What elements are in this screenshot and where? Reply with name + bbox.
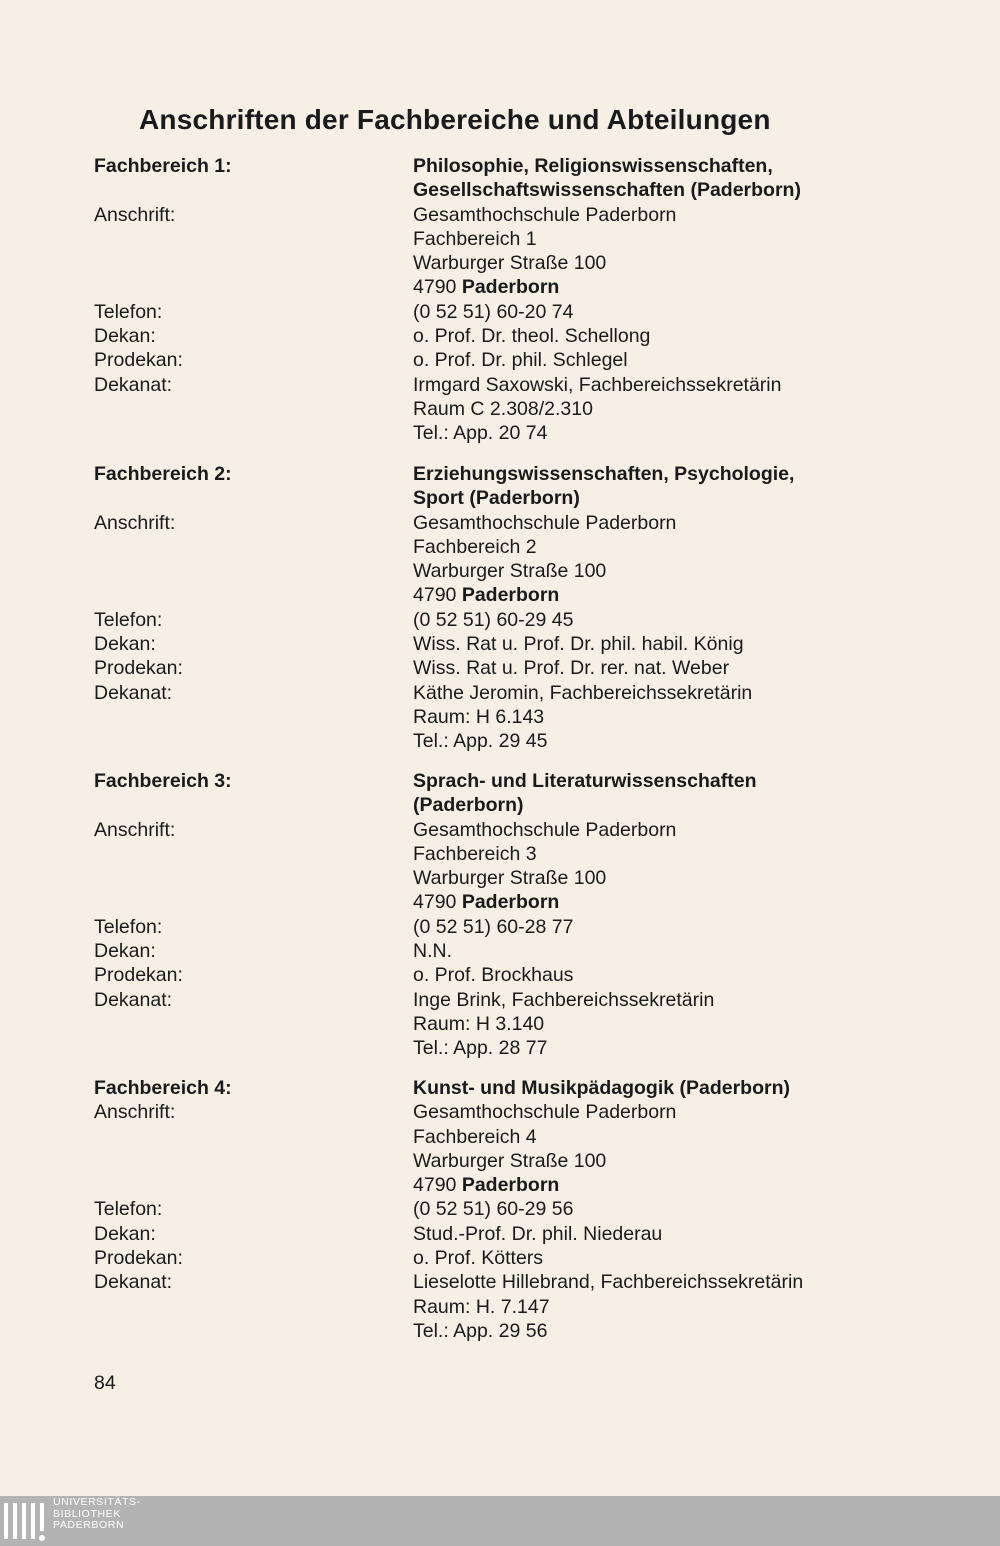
- postcode: 4790: [413, 891, 457, 914]
- address-city-line: [413, 583, 559, 607]
- office-line: Irmgard Saxowski, Fachbereichssekretärin: [413, 373, 782, 396]
- vice-dean-name: o. Prof. Brockhaus: [413, 964, 574, 987]
- page-title: Anschriften der Fachbereiche und Abteilungen: [139, 104, 771, 135]
- library-logo-icon: [2, 1499, 48, 1543]
- vice-dean-label: Prodekan:: [94, 1247, 183, 1270]
- office-line: Raum: H 3.140: [413, 1012, 545, 1035]
- dean-label: Dekan:: [94, 633, 156, 656]
- vice-dean-name: o. Prof. Kötters: [413, 1247, 544, 1270]
- address-label: Anschrift:: [94, 203, 176, 226]
- address-line: Gesamthochschule Paderborn: [413, 1101, 677, 1124]
- address-line: Gesamthochschule Paderborn: [413, 818, 677, 841]
- dean-name: Stud.-Prof. Dr. phil. Niederau: [413, 1222, 663, 1245]
- office-line: Tel.: App. 20 74: [413, 422, 548, 445]
- office-line: Raum: H 6.143: [413, 705, 545, 728]
- office-line: Lieselotte Hillebrand, Fachbereichssekretärin: [413, 1271, 804, 1294]
- address-label: Anschrift:: [94, 1101, 176, 1124]
- faculty-name: Philosophie, Religionswissenschaften,: [413, 155, 773, 177]
- phone-label: Telefon:: [94, 608, 163, 631]
- address-line: Fachbereich 4: [413, 1125, 537, 1148]
- vice-dean-name: o. Prof. Dr. phil. Schlegel: [413, 349, 628, 372]
- faculty-section-2: [0, 462, 1000, 754]
- faculty-label: Fachbereich 4:: [94, 1077, 232, 1099]
- dean-name: N.N.: [413, 940, 452, 963]
- phone-number: (0 52 51) 60-29 56: [413, 1198, 574, 1221]
- faculty-section-4: [0, 1076, 1000, 1343]
- city: Paderborn: [461, 276, 560, 299]
- postcode: 4790: [413, 276, 457, 299]
- address-line: Warburger Straße 100: [413, 252, 607, 275]
- address-line: Fachbereich 3: [413, 842, 537, 865]
- city: Paderborn: [461, 584, 560, 607]
- phone-label: Telefon:: [94, 915, 163, 938]
- office-label: Dekanat:: [94, 373, 173, 396]
- dean-label: Dekan:: [94, 1222, 156, 1245]
- office-label: Dekanat:: [94, 681, 173, 704]
- faculty-name: Kunst- und Musikpädagogik (Paderborn): [413, 1077, 791, 1099]
- faculty-label: Fachbereich 3:: [94, 770, 232, 792]
- postcode: 4790: [413, 1174, 457, 1197]
- vice-dean-label: Prodekan:: [94, 349, 183, 372]
- faculty-name: Sport (Paderborn): [413, 487, 580, 510]
- library-name-line: PADERBORN: [53, 1519, 125, 1531]
- address-line: Gesamthochschule Paderborn: [413, 511, 677, 534]
- address-line: Fachbereich 1: [413, 227, 537, 250]
- address-label: Anschrift:: [94, 818, 176, 841]
- faculty-name: Erziehungswissenschaften, Psychologie,: [413, 463, 795, 485]
- address-line: Warburger Straße 100: [413, 560, 607, 583]
- dean-name: Wiss. Rat u. Prof. Dr. phil. habil. König: [413, 633, 744, 656]
- phone-number: (0 52 51) 60-29 45: [413, 608, 574, 631]
- dean-name: o. Prof. Dr. theol. Schellong: [413, 325, 651, 348]
- faculty-name: Gesellschaftswissenschaften (Paderborn): [413, 179, 801, 202]
- address-line: Fachbereich 2: [413, 535, 537, 558]
- dean-label: Dekan:: [94, 325, 156, 348]
- phone-number: (0 52 51) 60-28 77: [413, 915, 574, 938]
- faculty-name: Sprach- und Literaturwissenschaften: [413, 770, 757, 792]
- library-footer-bar: [0, 1496, 1000, 1546]
- library-name: [53, 1497, 141, 1532]
- office-line: Inge Brink, Fachbereichssekretärin: [413, 988, 715, 1011]
- office-label: Dekanat:: [94, 988, 173, 1011]
- address-city-line: [413, 275, 559, 299]
- vice-dean-name: Wiss. Rat u. Prof. Dr. rer. nat. Weber: [413, 657, 730, 680]
- office-line: Tel.: App. 28 77: [413, 1037, 548, 1060]
- city: Paderborn: [461, 1174, 560, 1197]
- library-name-line: BIBLIOTHEK: [53, 1507, 121, 1520]
- faculty-label: Fachbereich 2:: [94, 463, 232, 485]
- address-city-line: [413, 1173, 559, 1197]
- office-line: Tel.: App. 29 56: [413, 1319, 548, 1342]
- address-line: Gesamthochschule Paderborn: [413, 203, 677, 226]
- phone-number: (0 52 51) 60-20 74: [413, 300, 574, 323]
- faculty-name: (Paderborn): [413, 794, 524, 817]
- address-city-line: [413, 890, 559, 914]
- postcode: 4790: [413, 584, 457, 607]
- office-line: Raum: H. 7.147: [413, 1295, 550, 1318]
- office-line: Tel.: App. 29 45: [413, 730, 548, 753]
- address-line: Warburger Straße 100: [413, 1149, 607, 1172]
- faculty-section-1: [0, 154, 1000, 446]
- city: Paderborn: [461, 891, 560, 914]
- office-line: Käthe Jeromin, Fachbereichssekretärin: [413, 681, 753, 704]
- vice-dean-label: Prodekan:: [94, 964, 183, 987]
- office-line: Raum C 2.308/2.310: [413, 397, 593, 420]
- office-label: Dekanat:: [94, 1271, 173, 1294]
- phone-label: Telefon:: [94, 300, 163, 323]
- faculty-label: Fachbereich 1:: [94, 155, 232, 177]
- dean-label: Dekan:: [94, 940, 156, 963]
- address-line: Warburger Straße 100: [413, 867, 607, 890]
- page-number: 84: [94, 1372, 116, 1394]
- library-name-line: UNIVERSITÄTS-: [53, 1496, 141, 1508]
- address-label: Anschrift:: [94, 511, 176, 534]
- vice-dean-label: Prodekan:: [94, 657, 183, 680]
- phone-label: Telefon:: [94, 1198, 163, 1221]
- faculty-section-3: [0, 769, 1000, 1061]
